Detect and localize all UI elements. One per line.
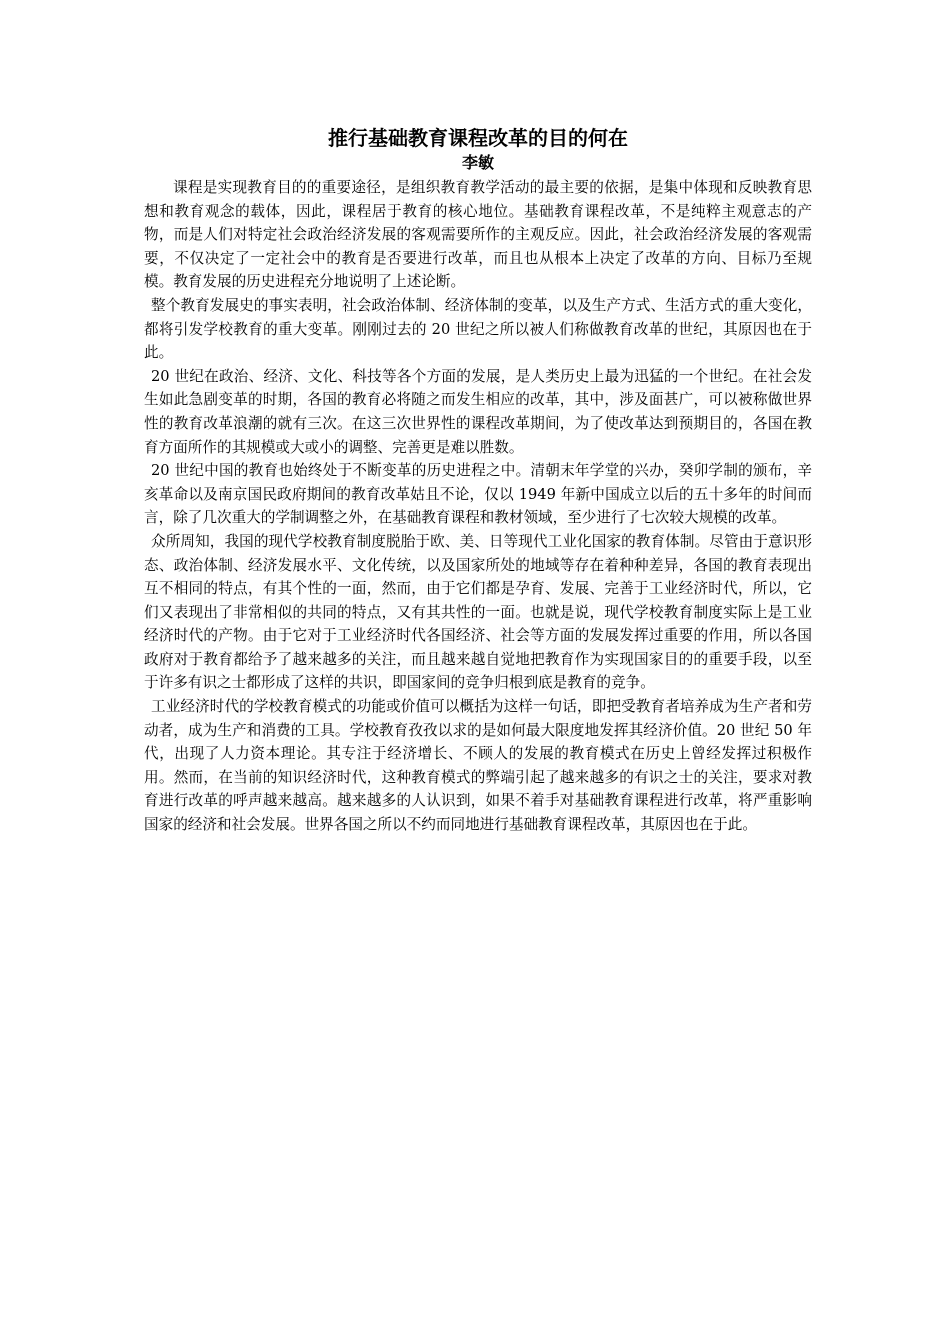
article-body	[144, 124, 812, 837]
paragraph-6: 工业经济时代的学校教育模式的功能或价值可以概括为这样一句话，即把受教育者培养成为生产者和劳动者，成为生产和消费的工具。学校教育孜孜以求的是如何最大限度地发挥其经济价值。20 世纪 50 年代，出现了人力资本理论。其专注于经济增长、不顾人的发展的教育模式在历史上曾经发挥过积极作用。然而，在当前的知识经济时代，这种教育模式的弊端引起了越来越多的有识之士的关注，要求对教育进行改革的呼声越来越高。越来越多的人认识到，如果不着手对基础教育课程进行改革，将严重影响国家的经济和社会发展。世界各国之所以不约而同地进行基础教育课程改革，其原因也在于此。	[144, 698, 812, 834]
paragraph-4: 20 世纪中国的教育也始终处于不断变革的历史进程之中。清朝末年学堂的兴办，癸卯学制的颁布，辛亥革命以及南京国民政府期间的教育改革姑且不论，仅以 1949 年新中国成立以后的五十多年的时间而言，除了几次重大的学制调整之外，在基础教育课程和教材领域，至少进行了七次较大规模的改革。	[144, 462, 812, 527]
paragraph-5: 众所周知，我国的现代学校教育制度脱胎于欧、美、日等现代工业化国家的教育体制。尽管由于意识形态、政治体制、经济发展水平、文化传统，以及国家所处的地域等存在着种种差异，各国的教育表现出互不相同的特点，有其个性的一面，然而，由于它们都是孕育、发展、完善于工业经济时代，所以，它们又表现出了非常相似的共同的特点，又有其共性的一面。也就是说，现代学校教育制度实际上是工业经济时代的产物。由于它对于工业经济时代各国经济、社会等方面的发展发挥过重要的作用，所以各国政府对于教育都给予了越来越多的关注，而且越来越自觉地把教育作为实现国家目的的重要手段，以至于许多有识之士都形成了这样的共识，即国家间的竞争归根到底是教育的竞争。	[144, 532, 812, 692]
paragraph-3: 20 世纪在政治、经济、文化、科技等各个方面的发展，是人类历史上最为迅猛的一个世纪。在社会发生如此急剧变革的时期，各国的教育必将随之而发生相应的改革，其中，涉及面甚广，可以被称做世界性的教育改革浪潮的就有三次。在这三次世界性的课程改革期间，为了使改革达到预期目的，各国在教育方面所作的其规模或大或小的调整、完善更是难以胜数。	[144, 367, 812, 456]
paragraph-2: 整个教育发展史的事实表明，社会政治体制、经济体制的变革，以及生产方式、生活方式的重大变化，都将引发学校教育的重大变革。刚刚过去的 20 世纪之所以被人们称做教育改革的世纪，其原因也在于此。	[144, 296, 812, 362]
paragraph-1: 课程是实现教育目的的重要途径，是组织教育教学活动的最主要的依据，是集中体现和反映教育思想和教育观念的载体，因此，课程居于教育的核心地位。基础教育课程改革，不是纯粹主观意志的产物，而是人们对特定社会政治经济发展的客观需要所作的主观反应。因此，社会政治经济发展的客观需要，不仅决定了一定社会中的教育是否要进行改革，而且也从根本上决定了改革的方向、目标乃至规模。教育发展的历史进程充分地说明了上述论断。	[144, 179, 812, 291]
article-title: 推行基础教育课程改革的目的何在	[328, 126, 628, 150]
article-author: 李敏	[461, 153, 494, 172]
